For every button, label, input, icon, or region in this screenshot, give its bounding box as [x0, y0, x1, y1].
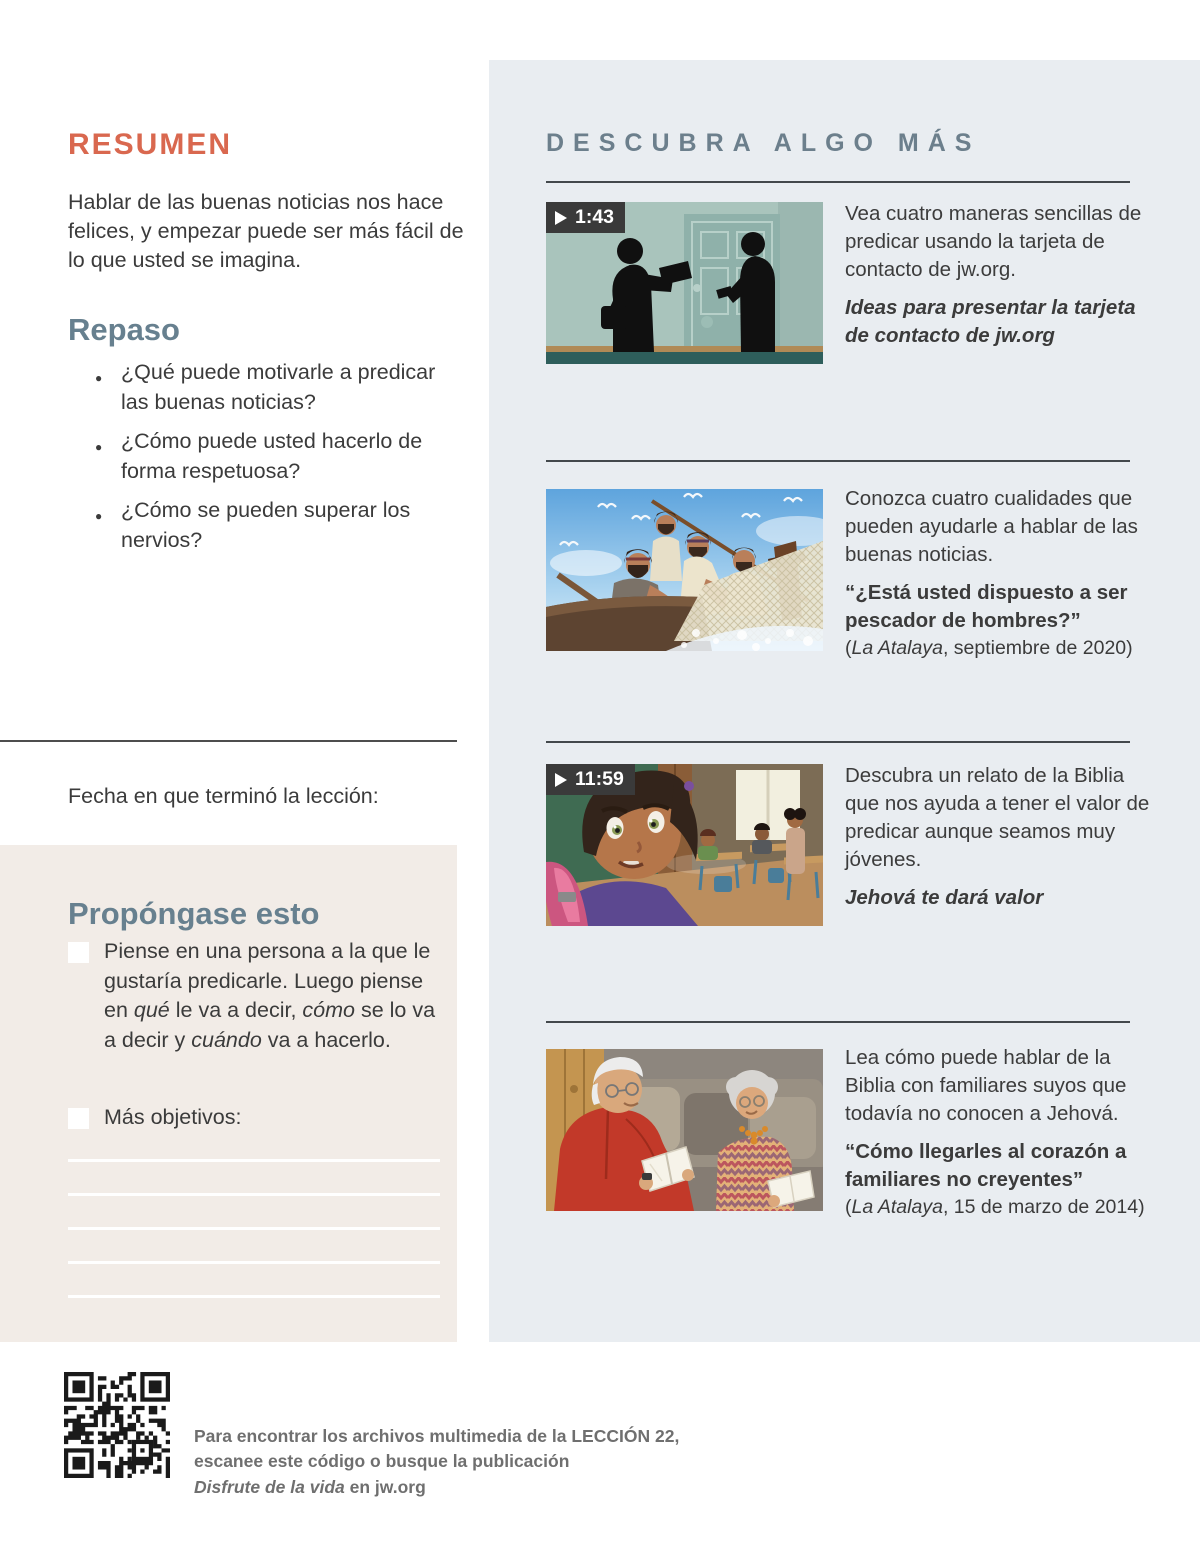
summary-text: Hablar de las buenas noticias nos hace felices, y empezar puede ser más fácil de lo que usted se imagina. [68, 189, 464, 272]
item-divider [546, 1021, 1130, 1023]
item-title[interactable]: Ideas para presentar la tarjeta de contacto de jw.org [845, 296, 1136, 347]
qr-instructions-line: Para encontrar los archivos multimedia de la LECCIÓN 22, [194, 1425, 680, 1446]
review-question-list [95, 358, 467, 565]
more-goals-label: Más objetivos: [104, 1105, 242, 1129]
item-source: (La Atalaya, septiembre de 2020) [845, 637, 1133, 659]
play-icon [555, 211, 567, 225]
elderly-couple-illustration [546, 1049, 823, 1211]
qr-code [64, 1372, 170, 1478]
goal-checkbox[interactable] [68, 1108, 89, 1129]
discover-title: DESCUBRA ALGO MÁS [546, 128, 981, 157]
write-line[interactable] [68, 1227, 440, 1230]
goals-title: Propóngase esto [68, 895, 320, 931]
article-thumbnail-fishers-of-men[interactable] [546, 489, 823, 651]
review-question: ● ¿Cómo puede usted hacerlo de forma respetuosa? [95, 427, 467, 486]
review-title: Repaso [68, 311, 180, 347]
goal-item [68, 1103, 440, 1133]
discover-item-text [845, 1044, 1151, 1221]
qr-instructions-line: escanee este código o busque la publicación [194, 1451, 570, 1471]
discover-item-text [845, 200, 1151, 350]
qr-instructions-line: Disfrute de la vida en jw.org [194, 1476, 426, 1497]
video-thumbnail-courage[interactable] [546, 764, 823, 926]
item-description: Vea cuatro maneras sencillas de predicar usando la tarjeta de contacto de jw.org. [845, 202, 1142, 281]
item-title[interactable]: Jehová te dará valor [845, 886, 1044, 909]
discover-item-text [845, 762, 1151, 912]
item-divider [546, 460, 1130, 462]
write-line[interactable] [68, 1261, 440, 1264]
item-divider [546, 741, 1130, 743]
review-question: ● ¿Cómo se pueden superar los nervios? [95, 496, 467, 555]
completion-date-label: Fecha en que terminó la lección: [68, 783, 379, 808]
write-line[interactable] [68, 1193, 440, 1196]
summary-title: RESUMEN [68, 127, 233, 161]
fishermen-illustration [546, 489, 823, 651]
review-question: ● ¿Qué puede motivarle a predicar las buenas noticias? [95, 358, 467, 417]
item-divider [546, 181, 1130, 183]
play-icon [555, 773, 567, 787]
goal-item [68, 937, 440, 1055]
item-title[interactable]: “¿Está usted dispuesto a ser pescador de hombres?” [845, 581, 1128, 632]
article-thumbnail-family[interactable] [546, 1049, 823, 1211]
item-description: Descubra un relato de la Biblia que nos ayuda a tener el valor de predicar aunque seamos muy jóvenes. [845, 764, 1150, 871]
discover-item-text [845, 485, 1151, 662]
goals-box [0, 845, 457, 1342]
video-thumbnail-contact-card[interactable] [546, 202, 823, 364]
item-title[interactable]: “Cómo llegarles al corazón a familiares no creyentes” [845, 1140, 1127, 1191]
video-duration-badge: 11:59 [546, 764, 635, 795]
item-source: (La Atalaya, 15 de marzo de 2014) [845, 1196, 1145, 1218]
goal-text: Piense en una persona a la que le gustaría predicarle. Luego piense en qué le va a decir, cómo se lo va a decir y cuándo va a hacerlo. [104, 939, 436, 1052]
completion-date-divider [0, 740, 457, 742]
video-duration-badge: 1:43 [546, 202, 625, 233]
write-line[interactable] [68, 1295, 440, 1298]
discover-panel [489, 60, 1200, 1342]
item-description: Lea cómo puede hablar de la Biblia con familiares suyos que todavía no conocen a Jehová. [845, 1046, 1127, 1125]
qr-instructions [194, 1424, 754, 1501]
item-description: Conozca cuatro cualidades que pueden ayudarle a hablar de las buenas noticias. [845, 487, 1138, 566]
goal-checkbox[interactable] [68, 942, 89, 963]
write-line[interactable] [68, 1159, 440, 1162]
